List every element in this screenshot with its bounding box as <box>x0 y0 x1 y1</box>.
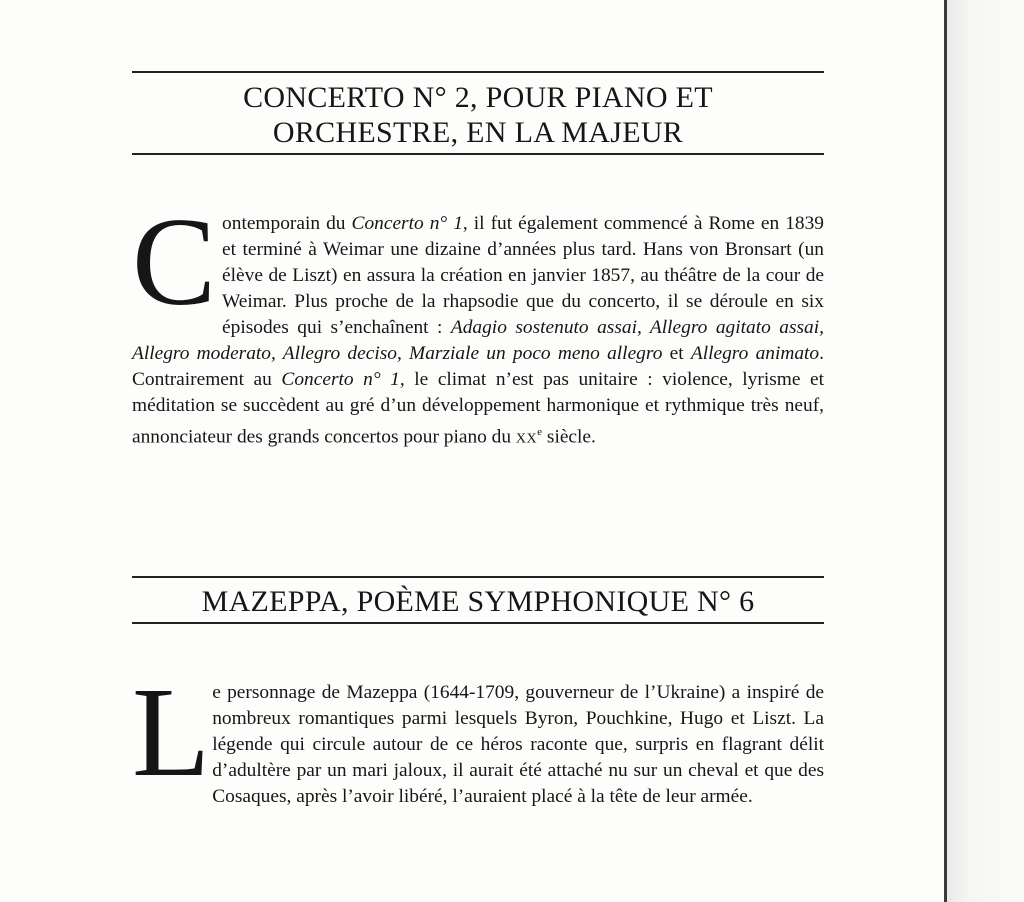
drop-cap: L <box>132 661 211 803</box>
text-run: ontemporain du <box>222 213 352 234</box>
text-run: , le climat n’est pas unitaire : violence, lyrisme et méditation se succèdent au gré d’un développement harmonique et rythmique très neuf, annonciateur des grands concertos pour piano du <box>132 369 825 448</box>
section-mazeppa <box>132 576 824 829</box>
text-run: , il fut également commencé à Rome en 1839 et terminé à Weimar une dizaine d’années plus tard. Hans von Bronsart (un élève de Liszt) en assura la création en janvier 1857, au théâtre de la cour de Weimar. Plus proche de la rhapsodie que du concerto, il se déroule en six épisodes qui s’enchaînent : <box>222 213 825 338</box>
text-run: e personnage de Mazeppa (1644-1709, gouverneur de l’Ukraine) a inspiré de nombreux romantiques parmi lesquels Byron, Pouchkine, Hugo et Liszt. La légende qui circule autour de ce héros raconte que, surpris en flagrant délit d’adultère par un mari jaloux, il aurait été attaché nu sur un cheval et que des Cosaques, après l’avoir libéré, l’auraient placé à la tête de leur armée. <box>212 682 824 807</box>
page-margin-shadow <box>947 0 1024 902</box>
section-paragraph <box>132 193 825 452</box>
section-concerto-2 <box>132 71 824 472</box>
text-run: siècle. <box>542 426 596 448</box>
section-paragraph <box>132 661 824 810</box>
italic-text-run: Concerto n° 1 <box>281 369 400 390</box>
italic-text-run: Allegro animato <box>690 343 820 364</box>
text-run: . Contrairement au <box>132 343 824 390</box>
heading-line-2: ORCHESTRE, EN LA MAJEUR <box>272 116 684 149</box>
heading-line-1: MAZEPPA, POÈME SYMPHONIQUE N° 6 <box>201 585 755 618</box>
century-superscript: e <box>537 426 543 438</box>
italic-text-run: Adagio sostenuto assai, Allegro agitato assai, Allegro moderato, Allegro deciso, Marziale un poco meno allegro <box>132 317 824 364</box>
italic-text-run: Concerto n° 1 <box>351 213 463 234</box>
text-run: et <box>662 343 691 364</box>
section-heading <box>132 576 824 624</box>
drop-cap: C <box>132 193 217 332</box>
page-edge <box>944 0 947 902</box>
century-numeral: XX <box>515 431 538 447</box>
section-heading <box>132 71 824 155</box>
heading-line-1: CONCERTO N° 2, POUR PIANO ET <box>243 81 713 114</box>
